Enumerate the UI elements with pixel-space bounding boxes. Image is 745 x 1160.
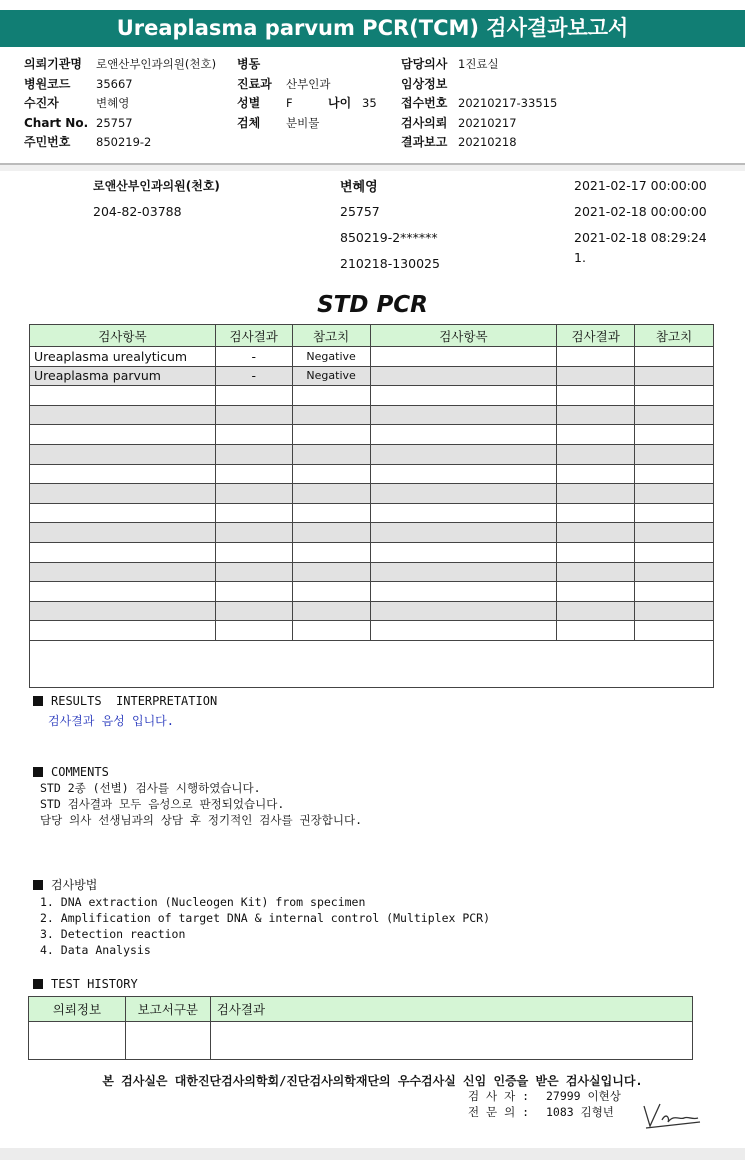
method-section	[33, 876, 490, 958]
header-item-2: 검사항목	[370, 325, 557, 347]
label-institution: 의뢰기관명	[24, 57, 82, 71]
table-row	[30, 444, 714, 464]
detail-clinic-no: 204-82-03788	[93, 204, 182, 219]
cell-item: Ureaplasma parvum	[30, 366, 216, 386]
examiner-label: 검 사 자 :	[468, 1089, 530, 1103]
label-ward: 병동	[237, 57, 261, 71]
specialist-line	[468, 1104, 614, 1120]
table-row	[30, 347, 714, 367]
table-row	[30, 386, 714, 406]
detail-date-1: 2021-02-17 00:00:00	[574, 178, 707, 193]
table-row	[30, 523, 714, 543]
table-row	[30, 621, 714, 641]
signature-image	[640, 1098, 704, 1132]
label-clinical-info: 임상정보	[401, 76, 448, 91]
results-header-row	[30, 325, 714, 347]
header-ref-2: 참고치	[635, 325, 714, 347]
detail-date-2: 2021-02-18 00:00:00	[574, 204, 707, 219]
certification-text: 본 검사실은 대한진단검사의학회/진단검사의학재단의 우수검사실 신임 인증을 받은 검사실입니다.	[102, 1074, 643, 1088]
label-request-date: 검사의뢰	[401, 115, 448, 130]
history-header-request: 의뢰정보	[29, 997, 126, 1022]
table-row	[30, 601, 714, 621]
method-line: 3. Detection reaction	[40, 927, 186, 941]
table-row	[30, 484, 714, 504]
detail-clinic: 로앤산부인과의원(천호)	[93, 179, 220, 193]
header-result: 검사결과	[215, 325, 292, 347]
table-row	[30, 582, 714, 602]
history-table	[28, 996, 693, 1060]
info-column-3	[401, 55, 557, 153]
label-department: 진료과	[237, 76, 272, 91]
report-title: Ureaplasma parvum PCR(TCM) 검사결과보고서	[0, 10, 745, 47]
specialist-value: 1083 김형년	[545, 1105, 614, 1119]
detail-resident: 850219-2******	[340, 230, 438, 245]
cell-ref: Negative	[292, 366, 370, 386]
value-report-date: 20210218	[458, 135, 517, 149]
detail-patient: 변혜영	[340, 180, 378, 195]
label-hospital-code: 병원코드	[24, 76, 71, 91]
value-age: 35	[362, 96, 377, 110]
header-result-2: 검사결과	[557, 325, 635, 347]
comment-line: 담당 의사 선생님과의 상담 후 정기적인 검사를 권장합니다.	[40, 813, 363, 827]
table-row	[30, 366, 714, 386]
value-specimen: 분비물	[286, 115, 320, 130]
cell-result: -	[215, 366, 292, 386]
info-column-1	[24, 55, 216, 153]
label-patient: 수진자	[24, 96, 59, 110]
table-row	[30, 464, 714, 484]
label-sex: 성별	[237, 96, 261, 110]
comment-line: STD 2종 (선별) 검사를 시행하였습니다.	[40, 781, 261, 795]
label-report-date: 결과보고	[401, 135, 448, 149]
header-item: 검사항목	[30, 325, 216, 347]
value-resident-no: 850219-2	[96, 135, 152, 149]
info-column-2	[237, 55, 377, 133]
detail-page: 1.	[574, 250, 586, 265]
value-chart-no: 25757	[96, 115, 133, 130]
table-row	[30, 425, 714, 445]
method-heading: 검사방법	[51, 878, 98, 892]
table-row	[30, 542, 714, 562]
method-line: 1. DNA extraction (Nucleogen Kit) from specimen	[40, 895, 366, 909]
history-heading-row	[33, 977, 138, 991]
history-row	[29, 1022, 693, 1060]
method-line: 4. Data Analysis	[40, 943, 151, 957]
cell-result: -	[215, 347, 292, 367]
value-patient: 변혜영	[96, 96, 130, 110]
label-age: 나이	[328, 96, 352, 110]
value-hospital-code: 35667	[96, 76, 133, 91]
table-row	[30, 405, 714, 425]
detail-chart: 25757	[340, 204, 380, 219]
interpretation-section	[33, 694, 217, 729]
interpretation-heading: RESULTS INTERPRETATION	[51, 694, 218, 708]
method-line: 2. Amplification of target DNA & internal control (Multiplex PCR)	[40, 911, 491, 925]
comments-section	[33, 765, 362, 828]
label-specimen: 검체	[237, 115, 261, 130]
cell-ref: Negative	[292, 347, 370, 367]
value-department: 산부인과	[286, 76, 331, 91]
comments-heading: COMMENTS	[51, 765, 109, 779]
label-resident-no: 주민번호	[24, 135, 71, 149]
table-row	[30, 503, 714, 523]
cell-item: Ureaplasma urealyticum	[30, 347, 216, 367]
square-bullet-icon	[33, 880, 43, 890]
history-header-result: 검사결과	[210, 997, 692, 1022]
detail-sample-no: 210218-130025	[340, 256, 440, 271]
specialist-label: 전 문 의 :	[468, 1105, 530, 1119]
square-bullet-icon	[33, 696, 43, 706]
table-row	[30, 562, 714, 582]
label-chart-no: Chart No.	[24, 115, 89, 130]
value-receipt-no: 20210217-33515	[458, 96, 558, 110]
history-header-row	[29, 997, 693, 1022]
value-doctor: 1진료실	[458, 57, 499, 71]
table-footer-row	[30, 640, 714, 687]
value-institution: 로앤산부인과의원(천호)	[96, 57, 217, 71]
label-receipt-no: 접수번호	[401, 96, 448, 110]
comment-line: STD 검사결과 모두 음성으로 판정되었습니다.	[40, 797, 285, 811]
examiner-line	[468, 1088, 621, 1104]
divider-band	[0, 165, 745, 171]
header-ref: 참고치	[292, 325, 370, 347]
section-title: STD PCR	[317, 292, 428, 318]
detail-date-3: 2021-02-18 08:29:24	[574, 230, 707, 245]
value-request-date: 20210217	[458, 115, 517, 130]
history-header-report-type: 보고서구분	[125, 997, 210, 1022]
square-bullet-icon	[33, 767, 43, 777]
label-doctor: 담당의사	[401, 57, 448, 71]
results-table	[29, 324, 714, 688]
bottom-band	[0, 1148, 745, 1160]
value-sex: F	[286, 96, 293, 110]
history-heading: TEST HISTORY	[51, 977, 138, 991]
interpretation-text: 검사결과 음성 입니다.	[48, 714, 175, 728]
examiner-value: 27999 이현상	[545, 1089, 621, 1103]
square-bullet-icon	[33, 979, 43, 989]
